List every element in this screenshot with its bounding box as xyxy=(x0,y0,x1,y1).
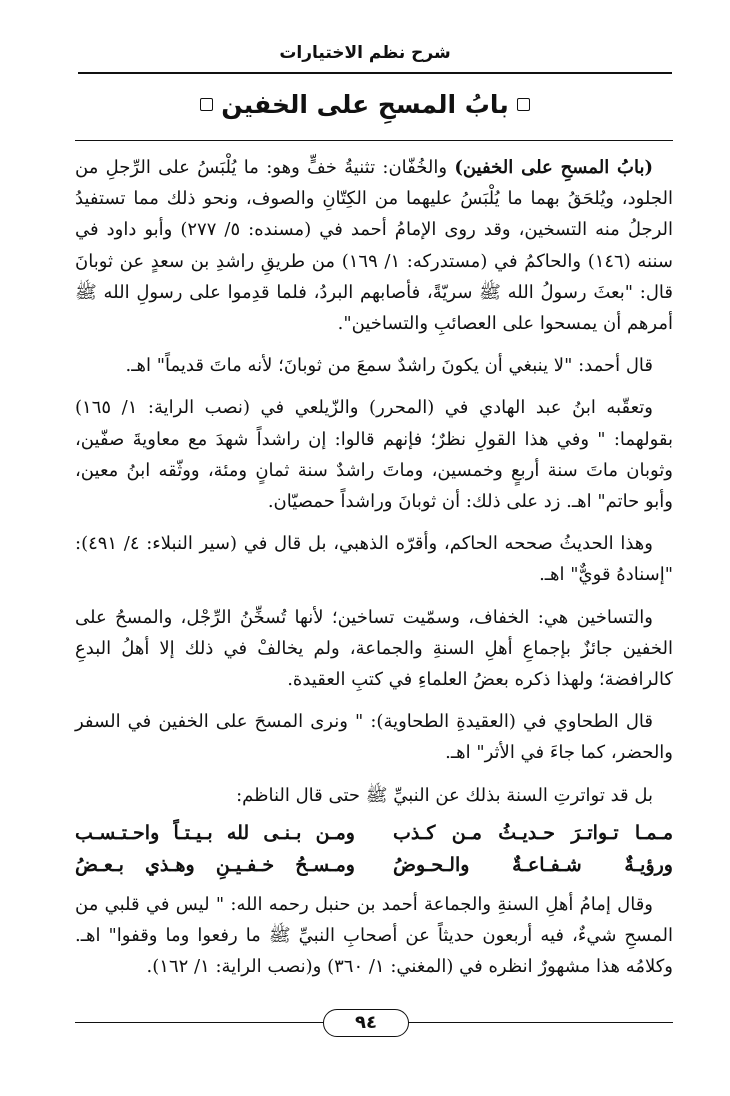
verse-line xyxy=(75,817,673,849)
body-text xyxy=(75,152,673,993)
paragraph-1 xyxy=(75,152,673,339)
square-ornament-icon xyxy=(517,98,530,111)
chapter-title xyxy=(0,88,730,122)
header-rule xyxy=(78,72,672,74)
verse-first-hemistich: مـمـا تـواتـرَ حـديـثُ مـن كـذب xyxy=(393,821,673,844)
chapter-title-text: بابُ المسحِ على الخفين xyxy=(221,90,509,119)
paragraph-2: قال أحمد: "لا ينبغي أن يكونَ راشدٌ سمعَ من ثوبانَ؛ لأنه ماتَ قديماً" اهـ. xyxy=(125,355,653,377)
paragraph-1-body: والخُفّان: تثنيةُ خفٍّ وهو: ما يُلْبَسُ على الرِّجلِ من الجلود، ويُلحَقُ بهما ما يُلْبَسُ عليهما من الكِتّانِ والصوف، ونحو ذلك مما تستفيدُ الرجلُ منه التسخين، وقد روى الإمامُ أحمد في (مسنده: ٥/ ٢٧٧) وأبو داود في سننه (١٤٦) والحاكمُ في (مستدركه: ١/ ١٦٩) من طريقِ راشدِ بن سعدٍ عن ثوبانَ قال: "بعثَ رسولُ الله ﷺ سريّةً، فأصابهم البردُ، فلما قدِموا على رسولِ الله ﷺ أمرهم أن يمسحوا على العصائبِ والتساخين". xyxy=(75,157,673,335)
paragraph-6: قال الطحاوي في (العقيدةِ الطحاوية): " ونرى المسحَ على الخفين في السفر والحضر، كما جاءَ في الأثر" اهـ. xyxy=(75,711,673,764)
paragraph-3: وتعقّبه ابنُ عبد الهادي في (المحرر) والزّيلعي في (نصب الراية: ١/ ١٦٥) بقولهما: " وفي هذا القولِ نظرٌ؛ فإنهم قالوا: إن راشداً شهدَ مع معاويةَ صفّين، وثوبان ماتَ سنة أربعٍ وخمسين، وماتَ راشدٌ سنة ثمانٍ ومئة، ووثّقه ابنُ معين، وأبو حاتم" اهـ. زد على ذلك: أن ثوبانَ وراشداً حمصيّان. xyxy=(75,397,673,513)
verse-line xyxy=(75,849,673,881)
running-header: شرح نظم الاختيارات xyxy=(279,43,451,63)
paragraph-5: والتساخين هي: الخفاف، وسمّيت تساخين؛ لأنها تُسخِّنُ الرِّجْل، والمسحُ على الخفين جائزٌ بإجماعِ أهلِ السنةِ والجماعة، ولم يخالفْ في ذلك إلا أهلُ البدعِ كالرافضة؛ ولهذا ذكره بعضُ العلماءِ في كتبِ العقيدة. xyxy=(75,606,673,691)
verse-first-hemistich: ورؤيـةٌ شـفـاعـةٌ والـحـوضُ xyxy=(393,853,673,876)
paragraph-lead: (بابُ المسحِ على الخفين) xyxy=(454,157,654,178)
paragraph-7: بل قد تواترتِ السنة بذلك عن النبيِّ ﷺ حتى قال الناظم: xyxy=(236,784,653,806)
verse-second-hemistich: ومـسـحُ خـفـيـنِ وهـذي بـعـضُ xyxy=(75,853,355,876)
square-ornament-icon xyxy=(200,98,213,111)
verse-second-hemistich: ومـن بـنـى لله بـيـتـاً واحـتـسـب xyxy=(75,821,355,844)
poem xyxy=(75,817,673,881)
title-rule xyxy=(75,140,673,141)
page-number: ٩٤ xyxy=(323,1009,409,1037)
paragraph-8: وقال إمامُ أهلِ السنةِ والجماعة أحمد بن حنبل رحمه الله: " ليس في قلبي من المسحِ شيءٌ، فيه أربعون حديثاً عن أصحابِ النبيِّ ﷺ ما رفعوا وما وقفوا" اهـ. وكلامُه هذا مشهورٌ انظره في (المغني: ١/ ٣٦٠) و(نصب الراية: ١/ ١٦٢). xyxy=(75,893,673,978)
paragraph-4: وهذا الحديثُ صححه الحاكم، وأقرّه الذهبي، بل قال في (سير النبلاء: ٤/ ٤٩١): "إسنادهُ قويٌّ" اهـ. xyxy=(75,533,673,586)
